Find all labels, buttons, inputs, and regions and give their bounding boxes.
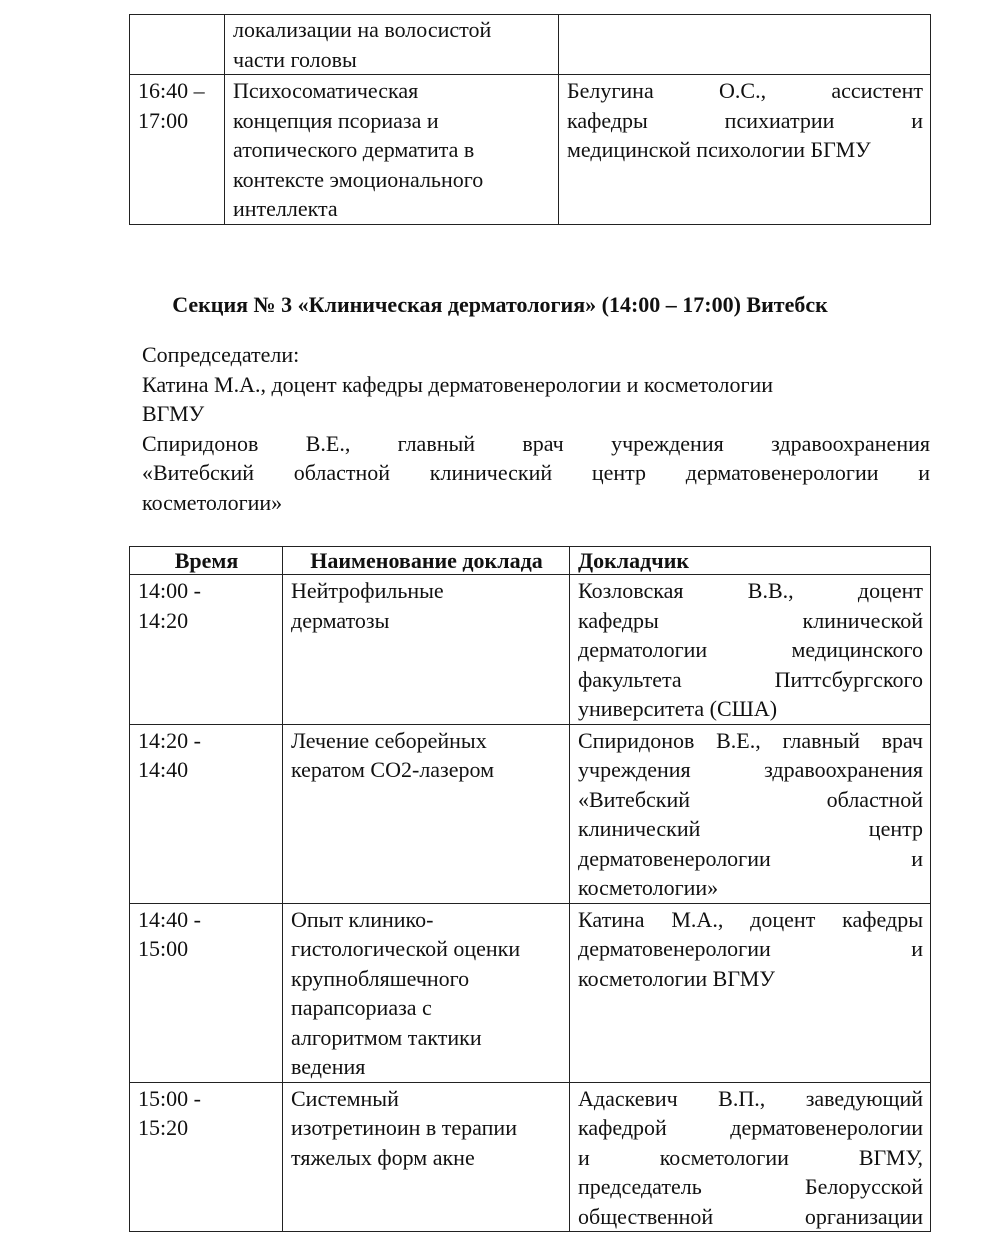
speaker-line: и косметологии ВГМУ, [578,1144,923,1170]
time-cell [130,15,225,75]
title-line: интеллекта [233,196,338,221]
time-line: 15:00 - [138,1085,201,1111]
title-line: атопического дерматита в [233,137,475,162]
speaker-line: факультета Питтсбургского [578,666,923,692]
title-line: гистологической оценки [291,936,521,961]
header-title: Наименование доклада [283,547,570,575]
table-row [130,575,931,725]
speaker-cell [570,1082,931,1232]
speaker-line: косметологии» [578,875,719,900]
speaker-line: кафедры психиатрии и [567,107,923,133]
time-cell [130,724,283,903]
title-line: парапсориаза с [291,995,432,1020]
time-cell [130,575,283,725]
title-cell [225,75,559,225]
table-row [130,75,931,225]
speaker-line: Козловская В.В., доцент [578,578,923,603]
speaker-line: председатель Белорусской [578,1174,923,1199]
speaker-line: общественной организации [578,1203,923,1229]
title-line: изотретиноин в терапии [291,1115,517,1140]
title-cell [225,15,559,75]
speaker-cell [559,15,931,75]
speaker-cell [570,903,931,1082]
speaker-line: Адаскевич В.П., заведующий [578,1085,923,1111]
title-line: Системный [291,1085,399,1111]
speaker-line: дерматовенерологии и [578,936,923,961]
cochair-line: косметологии» [142,489,283,515]
speaker-line: Спиридонов В.Е., главный врач [578,727,923,753]
table-header-row [130,547,931,575]
speaker-line: кафедры клинической [578,607,923,633]
cochair-line: Катина М.А., доцент кафедры дерматовенерологии и косметологии [142,371,774,397]
table-row [130,1082,931,1232]
time-line: 15:20 [138,1115,189,1140]
time-cell [130,903,283,1082]
speaker-line: Белугина О.С., ассистент [567,78,923,103]
title-cell [283,724,570,903]
cochair-line: Спиридонов В.Е., главный врач учреждения здравоохранения [142,430,930,456]
time-cell [130,75,225,225]
time-line: 14:20 [138,607,189,633]
speaker-line: учреждения здравоохранения [578,757,923,782]
title-cell [283,903,570,1082]
time-line: 14:00 - [138,578,201,603]
time-line: 16:40 – [138,78,205,103]
header-speaker: Докладчик [570,547,931,575]
title-line: Нейтрофильные [291,578,444,603]
time-cell [130,1082,283,1232]
speaker-cell [559,75,931,225]
title-line: Психосоматическая [233,78,419,103]
speaker-line: университета (США) [578,696,778,721]
cochair-line: ВГМУ [142,401,205,426]
speaker-line: «Витебский областной [578,786,923,812]
title-line: кератом СО2-лазером [291,757,495,782]
program-table [129,546,931,1232]
speaker-cell [570,724,931,903]
table-row [130,15,931,75]
title-cell [283,575,570,725]
time-line: 17:00 [138,107,189,133]
title-line: ведения [291,1054,366,1079]
speaker-line: Катина М.А., доцент кафедры [578,906,923,932]
program-table-continued [129,14,931,225]
time-line: 14:40 [138,757,189,782]
title-line: локализации на волосистой [233,17,492,42]
cochair-line: «Витебский областной клинический центр дерматовенерологии и [142,460,930,485]
table-row [130,903,931,1082]
cochairs-block [142,340,930,517]
title-line: тяжелых форм акне [291,1144,475,1170]
header-time: Время [130,547,283,575]
time-line: 14:20 - [138,727,201,753]
title-line: дерматозы [291,607,390,633]
section-title: Секция № 3 «Клиническая дерматология» (14:00 – 17:00) Витебск [172,292,828,317]
title-line: крупнобляшечного [291,965,470,991]
title-line: концепция псориаза и [233,107,439,133]
speaker-line: медицинской психологии БГМУ [567,137,871,162]
title-cell [283,1082,570,1232]
speaker-line: кафедрой дерматовенерологии [578,1115,923,1140]
title-line: Опыт клинико- [291,906,434,932]
speaker-cell [570,575,931,725]
title-line: части головы [233,46,357,72]
cochairs-heading: Сопредседатели: [142,342,300,367]
speaker-line: дерматологии медицинского [578,637,923,662]
time-line: 14:40 - [138,906,201,932]
title-line: контексте эмоционального [233,166,484,192]
time-line: 15:00 [138,936,189,961]
speaker-line: клинический центр [578,816,923,841]
title-line: Лечение себорейных [291,727,487,753]
speaker-line: косметологии ВГМУ [578,965,775,991]
table-row [130,724,931,903]
speaker-line: дерматовенерологии и [578,845,923,871]
title-line: алгоритмом тактики [291,1024,482,1050]
